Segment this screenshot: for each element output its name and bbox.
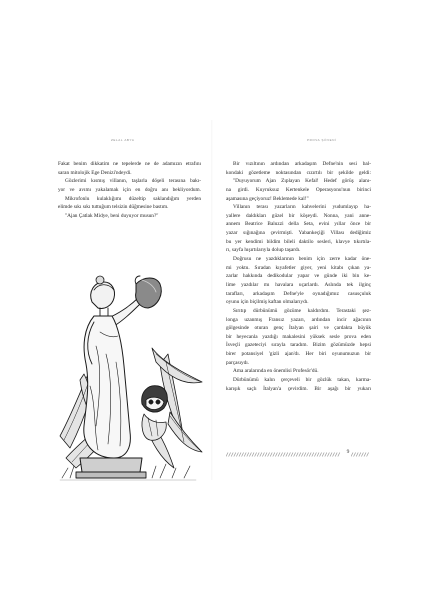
book-gutter [211, 120, 213, 480]
text-line: Bir vızıltının ardından arkadaşım Defne'nin sesi bal- [233, 161, 371, 167]
text-line: mi yoktu. Sıradan kıyafetler giyer, yeni kitabı çıkan ya- [226, 264, 371, 271]
text-line: Villanın terası yazarların kahvelerini yudumlayıp ha- [233, 204, 371, 211]
text-line: elimde sıkı sıkı tuttuğum telsizin düğmesine bastım. [58, 204, 169, 211]
right-page-header: PROVA ŞÖVENİ [307, 138, 337, 142]
text-line: kondaki gözetleme noktasından cızırtılı bir şekilde geldi: [226, 169, 371, 176]
text-line: İsveçli gazeteciyi sırayla taradım. Bizim gözümüzde hepsi [226, 342, 371, 349]
text-line: Dürbünümü kalın çerçeveli bir gözlük takan, karma- [233, 377, 371, 384]
text-line: parçasıydı. [226, 359, 250, 366]
statue-illustration [56, 236, 206, 486]
text-line: aşamasına geçiyoruz! Beklemede kal!" [226, 195, 309, 202]
footer-ornament-left [226, 452, 342, 457]
text-line: yor ve avımı yakalamak için en doğru anı bekliyordum. [58, 186, 201, 193]
text-line: karışık saçlı İtalyan'a çevirdim. Bir aşağı bir yukarı [226, 385, 371, 392]
text-line: bir heyecanla yazdığı makalesini yüksek sesle prova eden [226, 333, 371, 340]
text-line: lime yazdılar mı havalara uçarlardı. Aslında tek ilginç [226, 281, 371, 288]
left-page-text [58, 160, 201, 220]
text-line: saran mitolojik Ege Denizi'ndeydi. [58, 169, 132, 176]
text-line: gölgesinde oturan genç İtalyan şairi ve çardakta büyük [226, 325, 371, 332]
text-line: birer potansiyel 'gizli ajan'dı. Her biri oyunumuzun bir [226, 351, 371, 358]
page-number: 9 [346, 449, 350, 455]
text-line: "Ajan Çatlak Midye, beni duyuyor musun?" [65, 212, 159, 219]
text-line: zarlar hakkında dedikodular yapar ve günde iki bin ke- [226, 273, 371, 280]
text-line: rı, sayfa hışırtılarıyla dolup taşardı. [226, 247, 301, 254]
text-line: Sırıtıp dürbünümü gözüme kaldırdım. Terastaki şez- [233, 307, 371, 314]
text-line: Ama aralarında en önemlisi Profesör'dü. [233, 368, 319, 375]
right-page-text [226, 160, 371, 393]
text-line: bu yer kendimi bildim bileli daktilo sesleri, klavye tıkırtıla- [226, 238, 371, 245]
text-line: oyunu için biçilmiş kaftan olmalarıydı. [226, 299, 309, 306]
left-page-header: ZELAL ABYA [111, 138, 135, 142]
text-line: yazar sığınağına çevirmişti. Yabankeçiği Villası dediğimiz [226, 230, 371, 237]
text-line: yallere daldıkları güzel bir köşeydi. Nonna, yani anne- [226, 212, 371, 219]
text-line: "Duyuyorum Ajan Zıplayan Kefal! Hedef görüş alanı- [233, 178, 371, 185]
text-line: longa uzanmış Fransız yazarı, ardından incir ağacının [226, 316, 371, 323]
text-line: Mikrofonlu kulaklığımı düzeltip saklandığım yerden [65, 195, 201, 202]
text-line: tarafları, arkadaşım Defne'yle oynadığımız casusçuluk [226, 290, 371, 297]
text-line: Fakat benim dikkatim ne tepelerde ne de adamızın etrafını [58, 161, 201, 167]
footer-ornament-right [351, 452, 371, 457]
text-line: Doğrusu ne yazdıklarının benim için zerre kadar öne- [233, 256, 371, 263]
text-line: na girdi. Kuyruksuz Kertenkele Operasyonu'nun birinci [226, 186, 371, 193]
text-line: Gözlerimi kısmış villanın, taşlarla döşeli terasına bakı- [65, 178, 201, 185]
text-line: annem Beatrice Baluzzi della Seta, evini yıllar önce bir [226, 221, 371, 228]
